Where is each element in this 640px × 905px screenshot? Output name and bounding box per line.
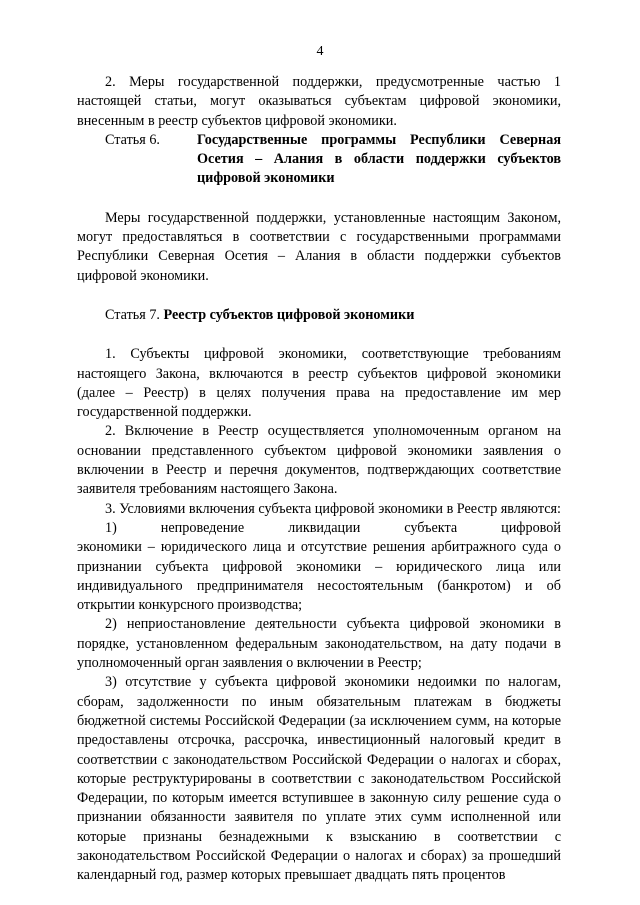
condition-3: 3) отсутствие у субъекта цифровой экономики недоимки по налогам, сборам, задолженности по иным обязательным платежам в бюджеты бюджетной системы Российской Федерации (за исключением сумм, на которые предоставлены отсрочка, рассрочка, инвестиционный налоговый кредит в соответствии с законодательством Российской Федерации о налогах и сборах, которые реструктурированы в соответствии с законодательством Российской Федерации, по которым имеется вступившее в законную силу решение суда о признании обязанности заявителя по уплате этих сумм исполненной или которые признаны безнадежными к взысканию в соответствии с законодательством Российской Федерации о налогах и сборах) за прошедший календарный год, размер которых превышает двадцать пять процентов (77, 674, 561, 884)
article-7-part-3: 3. Условиями включения субъекта цифровой экономики в Реестр являются: (105, 500, 561, 517)
article-7-title: Реестр субъектов цифровой экономики (163, 306, 415, 323)
condition-1-word: цифровой (501, 519, 561, 536)
paragraph-measures-part1: 2. Меры государственной поддержки, предусмотренные частью 1 настоящей статьи, могут оказываться субъектам цифровой экономики, внесенным в реестр субъектов цифровой экономики. (77, 74, 561, 129)
condition-1-word: ликвидации (288, 519, 361, 536)
condition-1-word: субъекта (404, 519, 458, 536)
condition-1-word: непроведение (160, 519, 245, 536)
condition-2: 2) неприостановление деятельности субъекта цифровой экономики в порядке, установленном федеральным законодательством, на дату подачи в уполномоченный орган заявления о включении в Реестр; (77, 616, 561, 672)
condition-1-rest: экономики – юридического лица и отсутствие решения арбитражного суда о признании субъекта цифровой экономики – юридического лица или индивидуального предпринимателя несостоятельным (банкротом) и об открытии конкурсного производства; (77, 539, 561, 614)
article-7-part-1: 1. Субъекты цифровой экономики, соответствующие требованиям настоящего Закона, включаются в реестр субъектов цифровой экономики (далее – Реестр) в целях получения права на предоставление им мер государственной поддержки. (77, 346, 561, 421)
article-6-paragraph: Меры государственной поддержки, установленные настоящим Законом, могут предоставляться в соответствии с государственными программами Республики Северная Осетия – Алания в области поддержки субъектов цифровой экономики. (77, 209, 561, 284)
document-body (77, 73, 561, 886)
article-6-title: Государственные программы Республики Северная Осетия – Алания в области поддержки субъектов цифровой экономики (197, 131, 561, 187)
condition-1-first-line (77, 519, 561, 538)
article-7-heading (77, 306, 561, 325)
article-6-number: Статья 6. (105, 131, 160, 148)
article-7-number: Статья 7. (105, 306, 160, 323)
page-number: 4 (316, 44, 324, 59)
condition-1-word: 1) (105, 519, 117, 536)
article-7-part-2: 2. Включение в Реестр осуществляется уполномоченным органом на основании представленного субъектом цифровой экономики заявления о включении в Реестр и перечня документов, подтверждающих соответствие заявителя требованиям настоящего Закона. (77, 423, 561, 498)
article-6-heading (77, 131, 561, 189)
